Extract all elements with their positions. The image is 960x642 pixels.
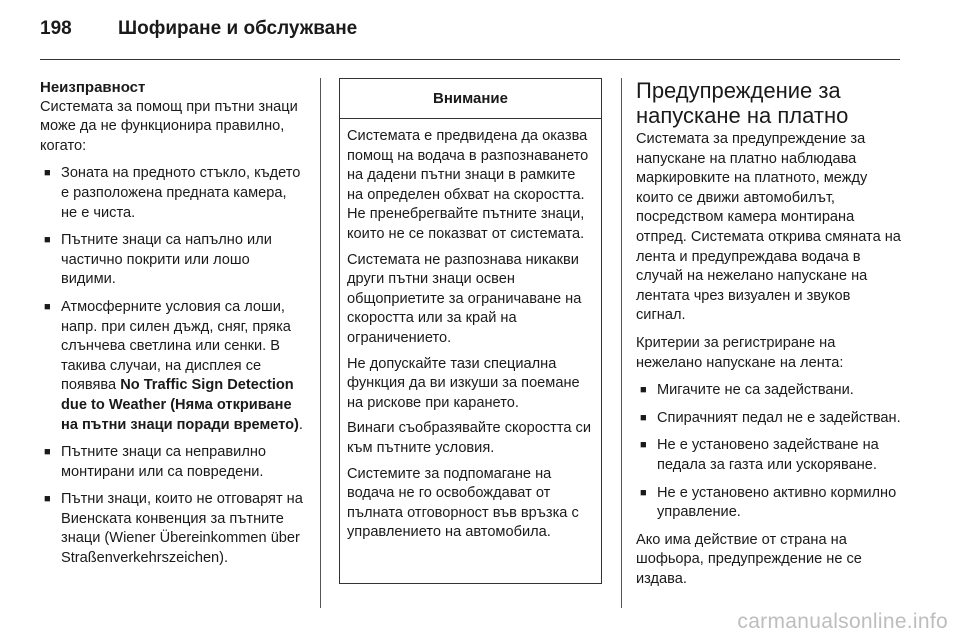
list-item: ■ Пътни знаци, които не отговарят на Виенската конвенция за пътните знаци (Wiener Übereinkommen über Straßenverkehrszeichen). bbox=[40, 490, 306, 568]
list-item: ■ Не е установено задействане на педала за газта или ускоряване. bbox=[636, 436, 901, 475]
header-divider bbox=[40, 59, 900, 60]
column-divider-left bbox=[320, 78, 321, 608]
page-header bbox=[40, 18, 357, 48]
lane-departure-outro: Ако има действие от страна на шофьора, предупреждение не се издава. bbox=[636, 531, 862, 587]
notice-paragraph: Винаги съобразявайте скоростта си към пътните условия. bbox=[347, 420, 592, 456]
criteria-list bbox=[636, 381, 901, 523]
malfunction-intro: Системата за помощ при пътни знаци може да не функционира правилно, когато: bbox=[40, 98, 298, 154]
watermark: carmanualsonline.info bbox=[737, 610, 948, 633]
list-item: ■ Мигачите не са задействани. bbox=[636, 381, 901, 401]
column-lane-departure bbox=[636, 78, 901, 597]
lane-departure-intro: Системата за предупреждение за напускане на платно наблюдава маркировките на платното, между които се движи автомобилът, посредством камера монтирана отпред. Системата открива смяната на лента и предупреждава водача в случай на нежелано напускане на лентата чрез визуален и звуков сигнал. bbox=[636, 131, 901, 324]
list-item: ■ Не е установено активно кормилно управление. bbox=[636, 484, 901, 523]
list-item: ■ Пътните знаци са напълно или частично покрити или лошо видими. bbox=[40, 231, 306, 290]
section-heading-lane-departure: Предупреждение за напускане на платно bbox=[636, 78, 849, 128]
warning-notice-box bbox=[339, 78, 602, 584]
notice-body bbox=[340, 119, 601, 543]
page-title: Шофиране и обслужване bbox=[118, 18, 358, 39]
malfunction-list bbox=[40, 164, 306, 568]
notice-paragraph: Не допускайте тази специална функция да ви изкуши за поемане на рискове при карането. bbox=[347, 355, 580, 411]
column-divider-right bbox=[621, 78, 622, 608]
section-heading-malfunction: Неизправност bbox=[40, 79, 146, 96]
weather-text: Атмосферните условия са лоши, напр. при силен дъжд, сняг, пряка слънчева светлина или сенки. В такива случаи, на дисплея се появява bbox=[61, 298, 291, 394]
criteria-intro: Критерии за регистриране на нежелано напускане на лента: bbox=[636, 334, 844, 371]
notice-paragraph: Системите за подпомагане на водача не го освобождават от пълната отговорност във връзка с управлението на автомобила. bbox=[347, 465, 579, 541]
list-item-weather bbox=[40, 298, 306, 435]
list-item: ■ Спирачният педал не е задействан. bbox=[636, 409, 901, 429]
page-number: 198 bbox=[40, 18, 72, 39]
list-item: ■ Пътните знаци са неправилно монтирани или са повредени. bbox=[40, 443, 306, 482]
column-malfunction bbox=[40, 78, 306, 577]
list-item: ■ Зоната на предното стъкло, където е разположена предната камера, не е чиста. bbox=[40, 164, 306, 223]
notice-paragraph: Системата не разпознава никакви други пътни знаци освен общоприетите за ограничаване на скоростта или за край на ограничението. bbox=[347, 251, 582, 346]
weather-text-end: . bbox=[298, 416, 303, 433]
notice-paragraph: Системата е предвидена да оказва помощ на водача в разпознаването на дадени пътни знаци в рамките на определен обхват на скоростта. Не пренебрегвайте пътните знаци, които не се показват от системата. bbox=[347, 128, 589, 242]
notice-title: Внимание bbox=[340, 79, 601, 119]
display-message: No Traffic Sign Detection due to Weather (Няма откриване на пътни знаци поради времето) bbox=[61, 377, 299, 433]
